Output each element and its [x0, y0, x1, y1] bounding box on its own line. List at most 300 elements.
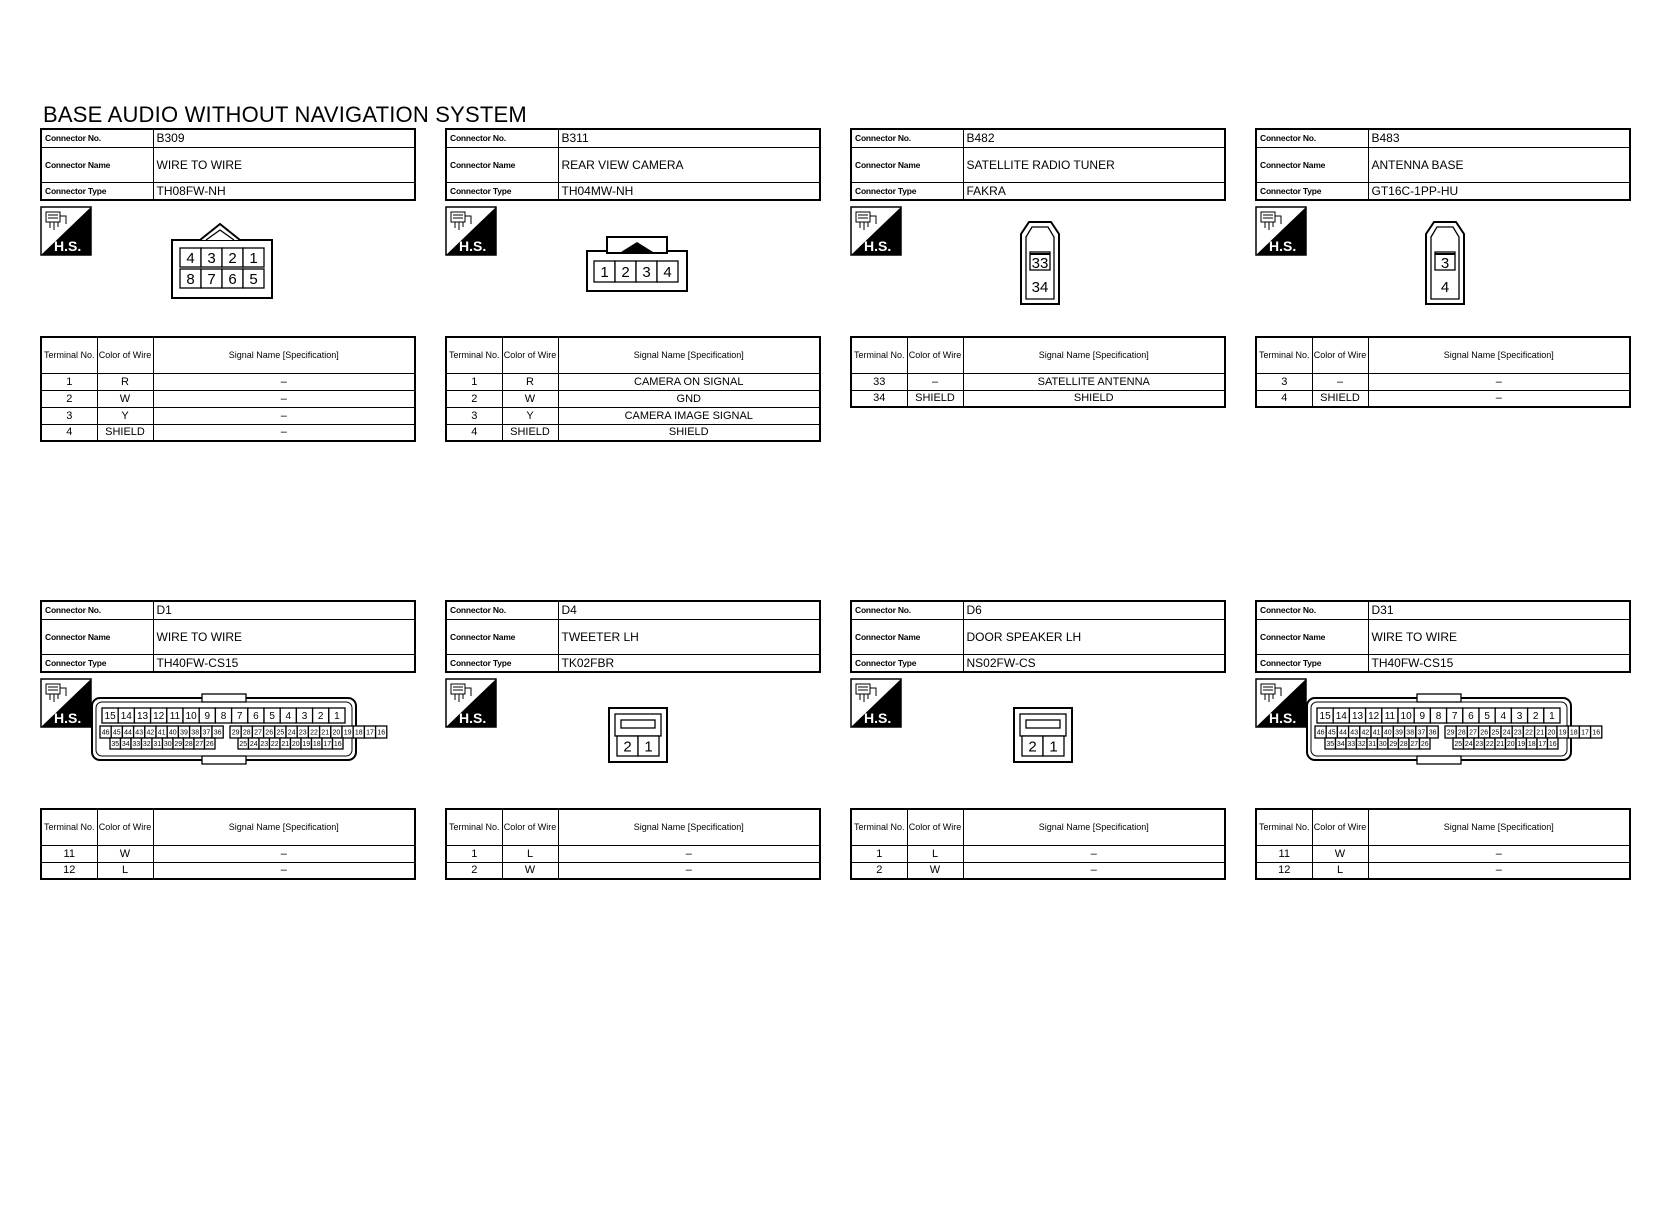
terminal-table [445, 808, 821, 880]
connector-type-label: Connector Type [1256, 182, 1368, 200]
pin-r3b-25: 25 [239, 741, 248, 749]
col-signal-header: Signal Name [Specification] [153, 809, 415, 845]
pin-1: 1 [249, 249, 258, 267]
table-row [446, 845, 820, 862]
signal-name: – [558, 845, 820, 862]
pin-12: 12 [153, 711, 165, 723]
connector-type-value: TH04MW-NH [558, 182, 820, 200]
pin-4: 4 [186, 249, 195, 267]
wire-color: R [97, 373, 153, 390]
pin-r3-29: 29 [1389, 741, 1398, 749]
harness-side-icon [40, 678, 92, 728]
hs-label: H.S. [1269, 238, 1297, 254]
col-color-header: Color of Wire [97, 337, 153, 373]
connector-type-value: TK02FBR [558, 654, 820, 672]
table-row [851, 373, 1225, 390]
pin-r2-40: 40 [1383, 729, 1392, 737]
connector-block-b483 [1255, 128, 1631, 458]
pin-r3b-16: 16 [333, 741, 342, 749]
terminal-table [40, 336, 416, 442]
connector-no-label: Connector No. [851, 601, 963, 619]
wire-color: Y [97, 407, 153, 424]
connector-no-value: B309 [153, 129, 415, 147]
pin-3: 3 [301, 711, 308, 723]
pin-r3-31: 31 [153, 741, 162, 749]
pin-r2-41: 41 [157, 729, 166, 737]
signal-name: – [153, 424, 415, 441]
connector-name-value: WIRE TO WIRE [1368, 619, 1630, 654]
pin-r2b-26: 26 [1480, 729, 1489, 737]
signal-name: – [1368, 373, 1630, 390]
terminal-no: 4 [1256, 390, 1312, 407]
pin-r3-34: 34 [1336, 741, 1345, 749]
terminal-no: 2 [446, 390, 502, 407]
pin-4: 4 [1440, 279, 1450, 296]
table-row [1256, 845, 1630, 862]
terminal-no: 2 [41, 390, 97, 407]
table-row [446, 407, 820, 424]
signal-name: – [153, 862, 415, 879]
signal-name: – [153, 390, 415, 407]
signal-name: – [963, 862, 1225, 879]
terminal-no: 3 [1256, 373, 1312, 390]
pin-r2-42: 42 [146, 729, 155, 737]
connector-type-label: Connector Type [446, 654, 558, 672]
hs-label: H.S. [864, 238, 892, 254]
terminal-no: 4 [41, 424, 97, 441]
table-row [41, 373, 415, 390]
connector-header-table [445, 128, 821, 201]
pin-r2b-21: 21 [1536, 729, 1545, 737]
pin-r2b-18: 18 [354, 729, 363, 737]
harness-side-badge [1255, 206, 1307, 256]
pin-2: 2 [1028, 738, 1037, 756]
connector-no-value: D1 [153, 601, 415, 619]
pin-r3-32: 32 [1357, 741, 1366, 749]
pin-10: 10 [1400, 711, 1412, 723]
pin-r2b-24: 24 [287, 729, 296, 737]
pin-34: 34 [1031, 279, 1049, 296]
pin-r3b-22: 22 [270, 741, 279, 749]
wire-color: W [97, 845, 153, 862]
pin-r3b-23: 23 [1475, 741, 1484, 749]
signal-name: SATELLITE ANTENNA [963, 373, 1225, 390]
connector-name-value: WIRE TO WIRE [153, 147, 415, 182]
terminal-no: 2 [851, 862, 907, 879]
signal-name: – [1368, 862, 1630, 879]
terminal-no: 1 [446, 373, 502, 390]
terminal-no: 4 [446, 424, 502, 441]
pin-r2b-22: 22 [310, 729, 318, 737]
col-terminal-header: Terminal No. [851, 337, 907, 373]
wire-color: – [1312, 373, 1368, 390]
pin-r2-42: 42 [1361, 729, 1370, 737]
pin-4: 4 [663, 263, 672, 281]
wire-color: L [907, 845, 963, 862]
connector-no-label: Connector No. [41, 601, 153, 619]
pin-r2-45: 45 [112, 729, 121, 737]
col-signal-header: Signal Name [Specification] [153, 337, 415, 373]
harness-side-icon [445, 678, 497, 728]
pin-r3b-24: 24 [1464, 741, 1473, 749]
pin-r2-41: 41 [1372, 729, 1381, 737]
pin-6: 6 [253, 711, 259, 723]
connector-type-value: TH40FW-CS15 [153, 654, 415, 672]
harness-side-icon [1255, 678, 1307, 728]
harness-side-icon [850, 206, 902, 256]
hs-label: H.S. [1269, 710, 1297, 726]
pin-r2-44: 44 [1339, 729, 1347, 737]
pin-r2b-17: 17 [366, 729, 374, 737]
connector-face-diagram [1012, 706, 1074, 771]
pin-r2-37: 37 [1417, 729, 1426, 737]
pin-r3-27: 27 [1410, 741, 1419, 749]
col-signal-header: Signal Name [Specification] [1368, 337, 1630, 373]
pin-13: 13 [1351, 711, 1364, 723]
pin-2: 2 [228, 249, 237, 267]
connector-name-label: Connector Name [446, 147, 558, 182]
col-terminal-header: Terminal No. [41, 809, 97, 845]
col-color-header: Color of Wire [502, 809, 558, 845]
signal-name: – [558, 862, 820, 879]
hs-label: H.S. [459, 710, 487, 726]
connector-header-table [850, 128, 1226, 201]
connector-name-label: Connector Name [1256, 619, 1368, 654]
pin-13: 13 [136, 711, 149, 723]
table-row [446, 390, 820, 407]
pin-r2-43: 43 [1350, 729, 1359, 737]
pin-r2b-20: 20 [1547, 729, 1556, 737]
pin-r2-46: 46 [1316, 729, 1325, 737]
pin-r3b-24: 24 [249, 741, 258, 749]
pin-r2b-27: 27 [254, 729, 262, 737]
pin-r3-35: 35 [111, 741, 120, 749]
harness-side-icon [445, 206, 497, 256]
pin-r3-31: 31 [1368, 741, 1377, 749]
connector-type-label: Connector Type [446, 182, 558, 200]
col-terminal-header: Terminal No. [41, 337, 97, 373]
pin-9: 9 [204, 711, 211, 723]
connector-block-b311 [445, 128, 821, 458]
pin-r3-28: 28 [1399, 741, 1408, 749]
wire-color: W [502, 862, 558, 879]
pin-r2b-19: 19 [1558, 729, 1567, 737]
pin-r3b-19: 19 [302, 741, 311, 749]
hs-label: H.S. [54, 238, 82, 254]
pin-r2b-21: 21 [321, 729, 330, 737]
harness-side-badge [40, 678, 92, 728]
wire-color: SHIELD [97, 424, 153, 441]
connector-no-label: Connector No. [851, 129, 963, 147]
pin-1: 1 [644, 738, 653, 756]
col-signal-header: Signal Name [Specification] [963, 337, 1225, 373]
connector-type-label: Connector Type [41, 654, 153, 672]
wire-color: – [907, 373, 963, 390]
pin-5: 5 [249, 270, 258, 288]
pin-3: 3 [1516, 711, 1523, 723]
pin-r2b-28: 28 [1457, 729, 1466, 737]
table-row [41, 845, 415, 862]
pin-3: 3 [1440, 255, 1450, 272]
pin-r2b-24: 24 [1502, 729, 1511, 737]
terminal-table [40, 808, 416, 880]
col-signal-header: Signal Name [Specification] [1368, 809, 1630, 845]
connector-type-value: TH08FW-NH [153, 182, 415, 200]
terminal-no: 12 [1256, 862, 1312, 879]
harness-side-badge [445, 206, 497, 256]
pin-r2b-25: 25 [276, 729, 285, 737]
connector-no-label: Connector No. [1256, 129, 1368, 147]
connector-type-value: NS02FW-CS [963, 654, 1225, 672]
pin-r2b-16: 16 [377, 729, 386, 737]
pin-4: 4 [1500, 711, 1507, 723]
pin-1: 1 [1049, 738, 1058, 756]
pin-11: 11 [1384, 711, 1396, 723]
harness-side-badge [850, 678, 902, 728]
pin-1: 1 [334, 711, 340, 723]
signal-name: – [1368, 845, 1630, 862]
connector-name-value: SATELLITE RADIO TUNER [963, 147, 1225, 182]
terminal-no: 1 [41, 373, 97, 390]
col-terminal-header: Terminal No. [1256, 809, 1312, 845]
pin-1: 1 [600, 263, 609, 281]
terminal-no: 1 [851, 845, 907, 862]
wire-color: W [97, 390, 153, 407]
pin-r3-26: 26 [205, 741, 214, 749]
pin-r3b-17: 17 [323, 741, 332, 749]
connector-no-value: D6 [963, 601, 1225, 619]
harness-side-icon [40, 206, 92, 256]
pin-r3b-17: 17 [1538, 741, 1547, 749]
col-terminal-header: Terminal No. [1256, 337, 1312, 373]
table-row [851, 862, 1225, 879]
pin-r3b-21: 21 [1496, 741, 1505, 749]
pin-r3b-18: 18 [1527, 741, 1536, 749]
wire-color: SHIELD [502, 424, 558, 441]
terminal-no: 12 [41, 862, 97, 879]
pin-r2-36: 36 [1428, 729, 1437, 737]
pin-r2b-26: 26 [265, 729, 274, 737]
pin-r3b-22: 22 [1485, 741, 1494, 749]
terminal-no: 3 [41, 407, 97, 424]
pin-r3-34: 34 [121, 741, 130, 749]
pin-15: 15 [104, 711, 116, 723]
signal-name: – [153, 373, 415, 390]
table-row [851, 845, 1225, 862]
col-signal-header: Signal Name [Specification] [558, 809, 820, 845]
connector-face-diagram [1015, 220, 1065, 313]
terminal-no: 33 [851, 373, 907, 390]
pin-2: 2 [623, 738, 632, 756]
terminal-table [850, 808, 1226, 880]
connector-type-label: Connector Type [851, 654, 963, 672]
pin-r2b-23: 23 [298, 729, 307, 737]
connector-block-d4 [445, 600, 821, 930]
pin-6: 6 [228, 270, 237, 288]
col-color-header: Color of Wire [907, 337, 963, 373]
signal-name: SHIELD [558, 424, 820, 441]
col-signal-header: Signal Name [Specification] [558, 337, 820, 373]
connector-name-value: REAR VIEW CAMERA [558, 147, 820, 182]
col-color-header: Color of Wire [97, 809, 153, 845]
pin-8: 8 [1435, 711, 1442, 723]
pin-r3-26: 26 [1420, 741, 1429, 749]
signal-name: – [963, 845, 1225, 862]
pin-11: 11 [169, 711, 181, 723]
connector-face-diagram [1420, 220, 1470, 313]
pin-5: 5 [1484, 711, 1490, 723]
table-row [1256, 373, 1630, 390]
terminal-no: 11 [1256, 845, 1312, 862]
connector-header-table [1255, 600, 1631, 673]
connector-no-label: Connector No. [446, 129, 558, 147]
connector-name-label: Connector Name [851, 147, 963, 182]
pin-12: 12 [1368, 711, 1380, 723]
pin-r2-45: 45 [1327, 729, 1336, 737]
pin-6: 6 [1468, 711, 1474, 723]
pin-r2b-29: 29 [1446, 729, 1455, 737]
wire-color: W [502, 390, 558, 407]
connector-type-value: GT16C-1PP-HU [1368, 182, 1630, 200]
connector-no-label: Connector No. [1256, 601, 1368, 619]
pin-r2b-17: 17 [1581, 729, 1589, 737]
connector-block-d1 [40, 600, 416, 930]
connector-no-label: Connector No. [41, 129, 153, 147]
signal-name: – [153, 845, 415, 862]
wire-color: W [1312, 845, 1368, 862]
pin-9: 9 [1419, 711, 1426, 723]
pin-r2-38: 38 [1406, 729, 1415, 737]
hs-label: H.S. [864, 710, 892, 726]
terminal-table [1255, 336, 1631, 408]
pin-r2b-29: 29 [231, 729, 240, 737]
pin-r3-27: 27 [195, 741, 204, 749]
connector-no-label: Connector No. [446, 601, 558, 619]
col-terminal-header: Terminal No. [446, 337, 502, 373]
terminal-no: 2 [446, 862, 502, 879]
table-row [851, 390, 1225, 407]
connector-header-table [40, 128, 416, 201]
pin-r3-29: 29 [174, 741, 183, 749]
connector-header-table [445, 600, 821, 673]
connector-block-b482 [850, 128, 1226, 458]
connector-type-value: FAKRA [963, 182, 1225, 200]
connector-face-diagram [90, 692, 386, 771]
wire-color: L [97, 862, 153, 879]
pin-33: 33 [1031, 255, 1049, 272]
wire-color: Y [502, 407, 558, 424]
pin-r3-32: 32 [142, 741, 151, 749]
connector-header-table [40, 600, 416, 673]
table-row [41, 862, 415, 879]
pin-r3b-18: 18 [312, 741, 321, 749]
pin-r3b-20: 20 [1506, 741, 1515, 749]
pin-r2b-28: 28 [242, 729, 251, 737]
connector-face-diagram [585, 233, 689, 298]
connector-no-value: D4 [558, 601, 820, 619]
connector-block-d31 [1255, 600, 1631, 930]
harness-side-badge [445, 678, 497, 728]
harness-side-badge [1255, 678, 1307, 728]
table-row [446, 373, 820, 390]
terminal-no: 3 [446, 407, 502, 424]
connector-header-table [850, 600, 1226, 673]
pin-15: 15 [1319, 711, 1331, 723]
pin-7: 7 [207, 270, 216, 288]
pin-r3b-20: 20 [291, 741, 300, 749]
hs-label: H.S. [459, 238, 487, 254]
table-row [41, 390, 415, 407]
col-color-header: Color of Wire [502, 337, 558, 373]
pin-r2-36: 36 [213, 729, 222, 737]
col-color-header: Color of Wire [907, 809, 963, 845]
harness-side-badge [40, 206, 92, 256]
connector-block-d6 [850, 600, 1226, 930]
pin-r2b-20: 20 [332, 729, 341, 737]
col-terminal-header: Terminal No. [851, 809, 907, 845]
pin-2: 2 [621, 263, 630, 281]
connector-type-label: Connector Type [1256, 654, 1368, 672]
pin-8: 8 [186, 270, 195, 288]
pin-r3-28: 28 [184, 741, 193, 749]
connector-no-value: B483 [1368, 129, 1630, 147]
page-title: BASE AUDIO WITHOUT NAVIGATION SYSTEM [43, 102, 527, 127]
col-terminal-header: Terminal No. [446, 809, 502, 845]
wire-color: SHIELD [907, 390, 963, 407]
pin-8: 8 [220, 711, 227, 723]
pin-10: 10 [185, 711, 197, 723]
pin-r3b-23: 23 [260, 741, 269, 749]
connector-block-b309 [40, 128, 416, 458]
wire-color: L [1312, 862, 1368, 879]
connector-name-label: Connector Name [446, 619, 558, 654]
pin-r2b-22: 22 [1525, 729, 1533, 737]
pin-5: 5 [269, 711, 275, 723]
terminal-no: 11 [41, 845, 97, 862]
pin-r2-44: 44 [124, 729, 132, 737]
pin-r3b-16: 16 [1548, 741, 1557, 749]
connector-face-diagram [607, 706, 669, 771]
signal-name: SHIELD [963, 390, 1225, 407]
pin-r3-33: 33 [132, 741, 141, 749]
connector-name-label: Connector Name [851, 619, 963, 654]
pin-r3b-21: 21 [281, 741, 290, 749]
hs-label: H.S. [54, 710, 82, 726]
pin-r2b-27: 27 [1469, 729, 1477, 737]
pin-r3b-19: 19 [1517, 741, 1526, 749]
pin-r2-39: 39 [180, 729, 188, 737]
terminal-table [850, 336, 1226, 408]
pin-r2b-25: 25 [1491, 729, 1500, 737]
pin-4: 4 [285, 711, 292, 723]
signal-name: GND [558, 390, 820, 407]
signal-name: – [153, 407, 415, 424]
connector-type-label: Connector Type [851, 182, 963, 200]
table-row [41, 424, 415, 441]
connector-type-label: Connector Type [41, 182, 153, 200]
connector-face-diagram [170, 218, 274, 307]
signal-name: CAMERA ON SIGNAL [558, 373, 820, 390]
signal-name: – [1368, 390, 1630, 407]
pin-r2-37: 37 [202, 729, 211, 737]
connector-no-value: B311 [558, 129, 820, 147]
harness-side-badge [850, 206, 902, 256]
pin-r2b-16: 16 [1592, 729, 1601, 737]
connector-name-value: ANTENNA BASE [1368, 147, 1630, 182]
pin-r2b-18: 18 [1569, 729, 1578, 737]
pin-3: 3 [207, 249, 216, 267]
terminal-table [1255, 808, 1631, 880]
